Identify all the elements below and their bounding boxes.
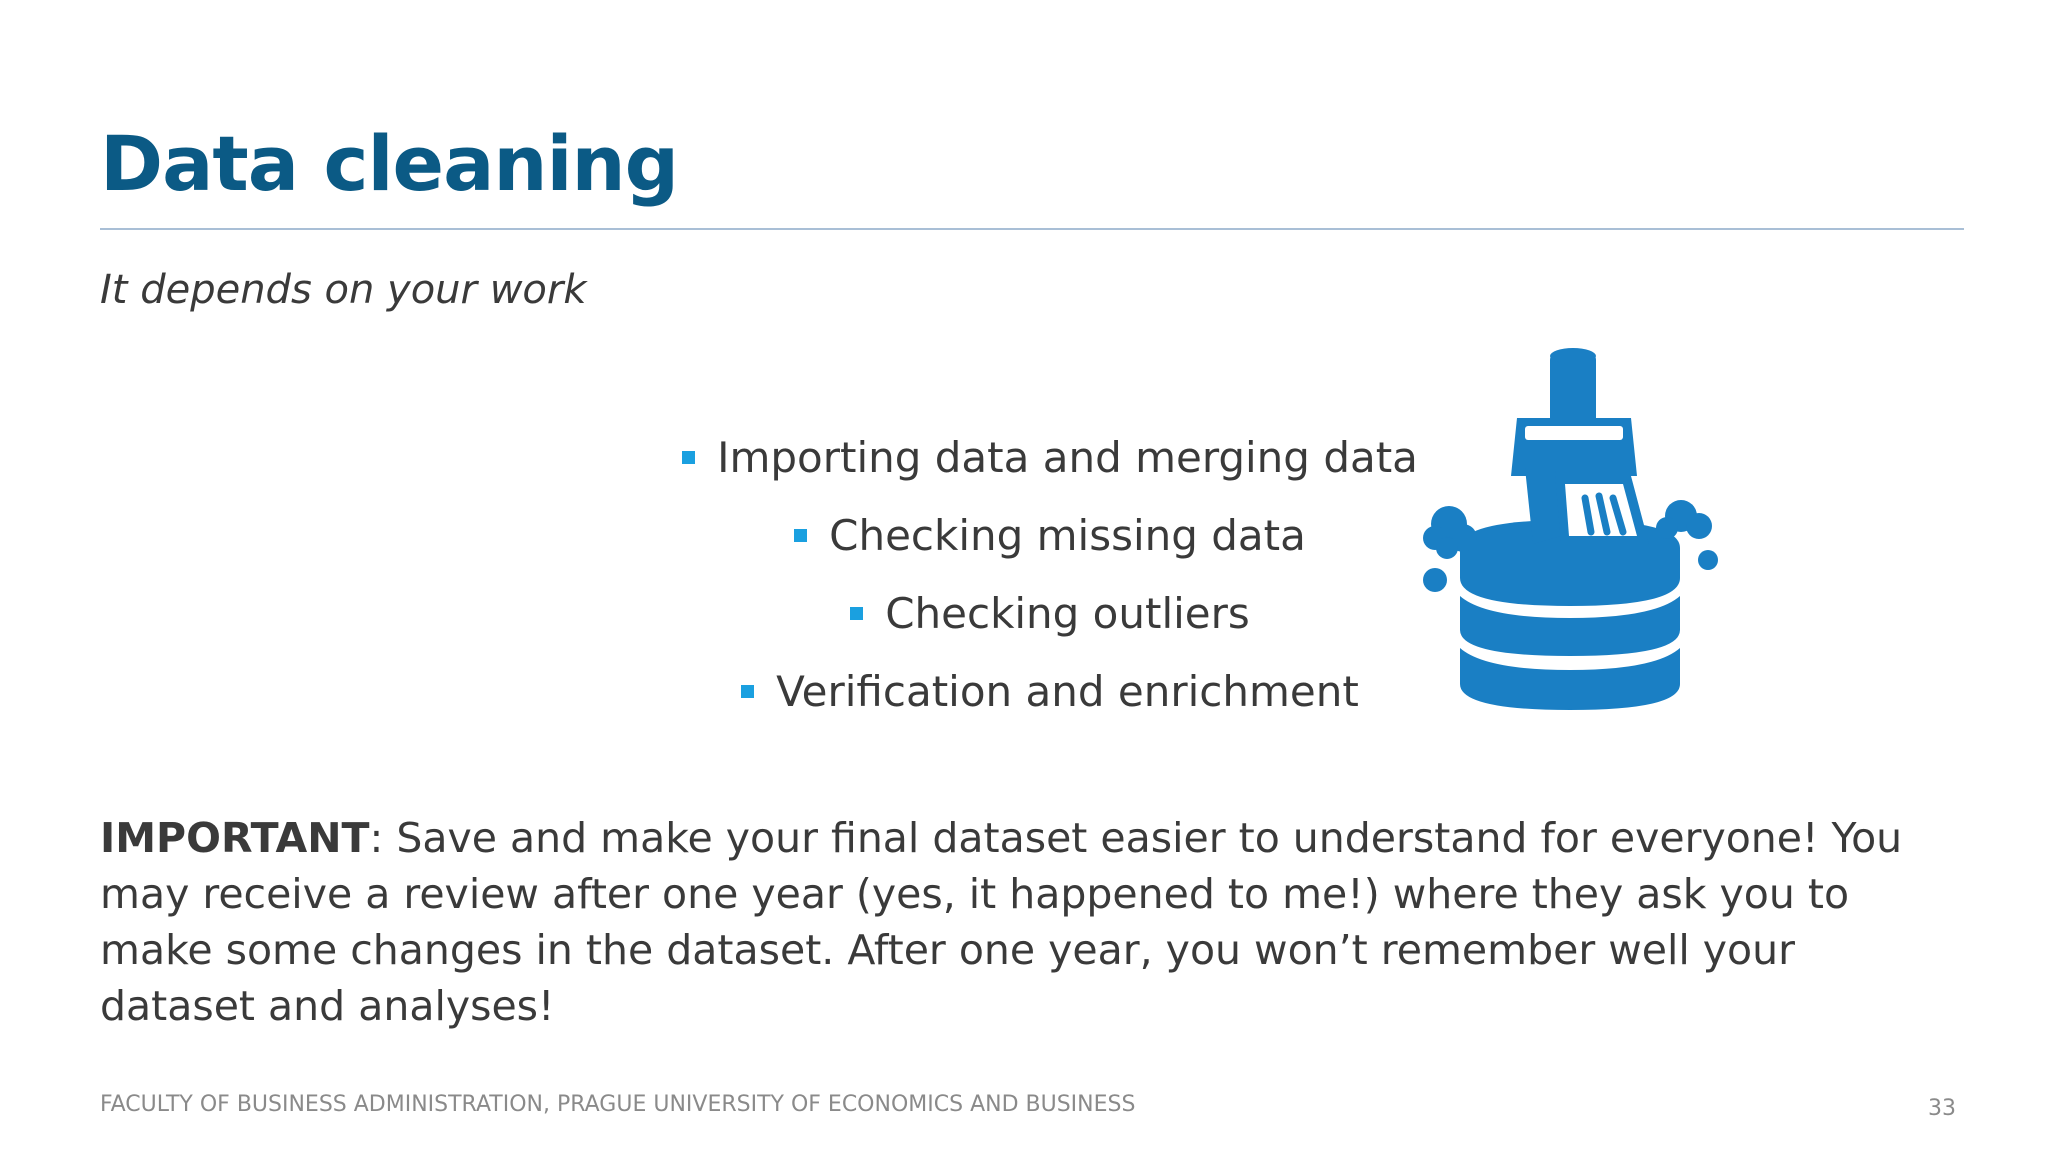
square-bullet-icon: [794, 529, 807, 542]
square-bullet-icon: [850, 607, 863, 620]
square-bullet-icon: [682, 451, 695, 464]
slide-subtitle: It depends on your work: [100, 267, 587, 313]
bullet-text: Checking outliers: [885, 588, 1250, 638]
important-text: : Save and make your final dataset easier to understand for everyone! You may receive a review after one year (yes, it happened to me!) where they ask you to make some changes in the dataset. After one year, you won’t remember well your dataset and analyses!: [100, 814, 1903, 1030]
slide-title: Data cleaning: [100, 119, 679, 208]
bullet-item: [600, 496, 1500, 574]
bullet-item: [600, 418, 1500, 496]
bullet-text: Verification and enrichment: [776, 666, 1359, 716]
bullet-item: [600, 574, 1500, 652]
square-bullet-icon: [741, 685, 754, 698]
important-note: [100, 810, 1960, 1034]
title-divider: [100, 228, 1964, 230]
bullet-item: [600, 652, 1500, 730]
bullet-text: Checking missing data: [829, 510, 1306, 560]
important-label: IMPORTANT: [100, 814, 370, 862]
database-cleaning-brush-icon: [1405, 348, 1735, 738]
page-number: 33: [1928, 1096, 1956, 1121]
bullet-list: [600, 418, 1500, 730]
bullet-text: Importing data and merging data: [717, 432, 1418, 482]
slide-footer: FACULTY OF BUSINESS ADMINISTRATION, PRAGUE UNIVERSITY OF ECONOMICS AND BUSINESS: [100, 1092, 1136, 1117]
